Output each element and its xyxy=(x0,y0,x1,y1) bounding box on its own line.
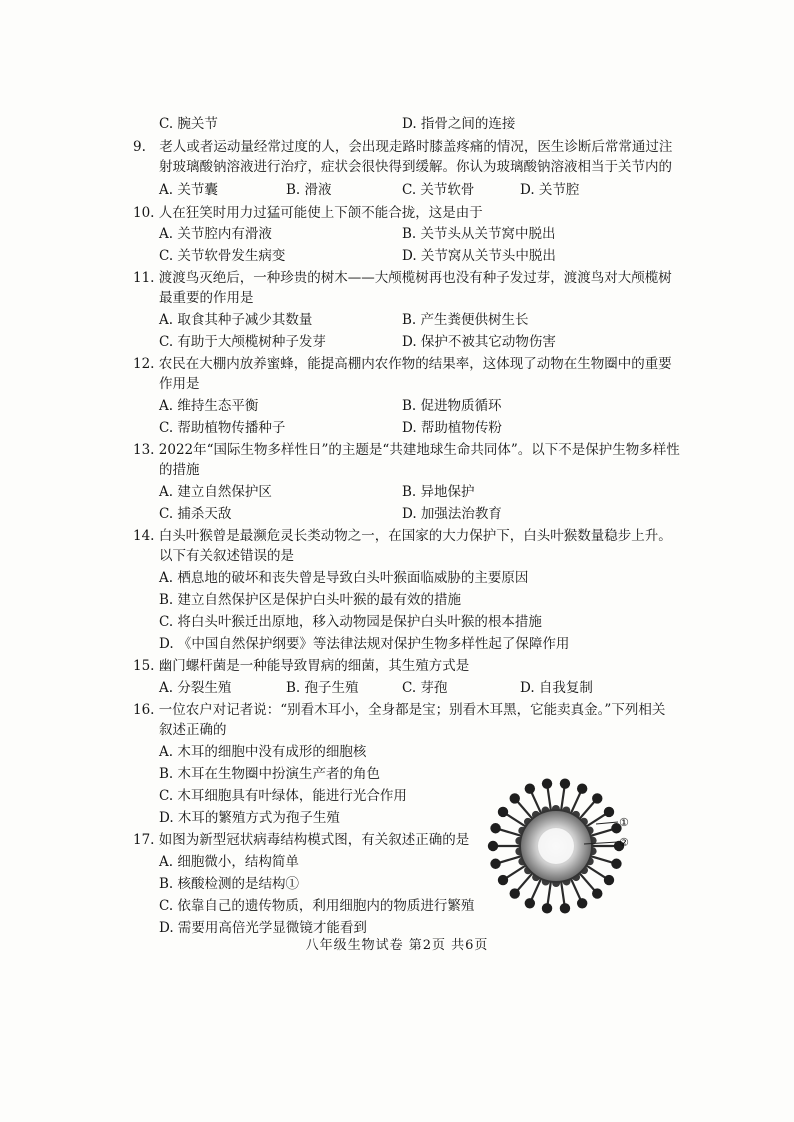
q14-stem-line1: 14. 白头叶猴曾是最濒危灵长类动物之一，在国家的大力保护下，白头叶猴数量稳步上升。 xyxy=(133,528,672,544)
spike-head xyxy=(542,903,552,913)
spike-stalk xyxy=(517,872,534,892)
virus-core-highlight xyxy=(538,828,574,864)
q16-option-a: A. 木耳的细胞中没有成形的细胞核 xyxy=(159,744,367,760)
q8-option-d: D. 指骨之间的连接 xyxy=(402,116,516,132)
q15-option-a: A. 分裂生殖 xyxy=(159,680,232,696)
spike-head xyxy=(592,793,602,803)
q12-option-a: A. 维持生态平衡 xyxy=(159,398,259,414)
q11-option-d: D. 保护不被其它动物伤害 xyxy=(402,334,556,350)
label-2: ② xyxy=(619,836,629,849)
q10-option-d: D. 关节窝从关节头中脱出 xyxy=(402,248,556,264)
spike-head xyxy=(592,888,602,898)
spike-head xyxy=(604,807,614,817)
q12-option-b: B. 促进物质循环 xyxy=(402,398,502,414)
spike-stalk xyxy=(506,864,528,878)
spike-stalk xyxy=(578,872,595,892)
spike-head xyxy=(488,841,498,851)
q13-option-a: A. 建立自然保护区 xyxy=(159,484,272,500)
q14-option-b: B. 建立自然保护区是保护白头叶猴的最有效的措施 xyxy=(159,592,462,608)
q9-option-d: D. 关节腔 xyxy=(520,182,580,198)
spike-head xyxy=(525,783,535,793)
q9-option-c: C. 关节软骨 xyxy=(402,182,475,198)
q9-option-b: B. 滑液 xyxy=(286,182,332,198)
spike-head xyxy=(560,778,570,788)
q13-option-d: D. 加强法治教育 xyxy=(402,506,502,522)
spike-head xyxy=(611,859,621,869)
q11-option-b: B. 产生粪便供树生长 xyxy=(402,312,529,328)
q17-option-b: B. 核酸检测的是结构① xyxy=(159,876,300,892)
q12-stem-line1: 12. 农民在大棚内放养蜜蜂，能提高棚内农作物的结果率，这体现了动物在生物圈中的重要 xyxy=(133,356,672,372)
q11-option-c: C. 有助于大颅榄树种子发芽 xyxy=(159,334,326,350)
q15-option-b: B. 孢子生殖 xyxy=(286,680,359,696)
q15-option-c: C. 芽孢 xyxy=(402,680,448,696)
q17-option-d: D. 需要用高倍光学显微镜才能看到 xyxy=(159,920,367,936)
q11-stem-line2: 最重要的作用是 xyxy=(159,290,254,306)
q10-option-c: C. 关节软骨发生病变 xyxy=(159,248,286,264)
q9-stem-line2: 射玻璃酸钠溶液进行治疗，症状会很快得到缓解。你认为玻璃酸钠溶液相当于关节内的 xyxy=(159,159,672,175)
spike-stalk xyxy=(585,864,607,878)
q15-stem: 15. 幽门螺杆菌是一种能导致胃病的细菌，其生殖方式是 xyxy=(133,658,470,674)
q13-stem-line1: 13. 2022年“国际生物多样性日”的主题是“共建地球生命共同体”。以下不是保护生物多样性 xyxy=(133,442,680,458)
q10-option-b: B. 关节头从关节窝中脱出 xyxy=(402,226,556,242)
q9-stem-line1: 9. 老人或者运动量经常过度的人，会出现走路时膝盖疼痛的情况，医生诊断后常常通过注 xyxy=(133,139,673,155)
q14-stem-line2: 以下有关叙述错误的是 xyxy=(159,548,294,564)
spike-head xyxy=(525,898,535,908)
spike-head xyxy=(490,823,500,833)
q10-option-a: A. 关节腔内有滑液 xyxy=(159,226,272,242)
spike-head xyxy=(498,875,508,885)
coronavirus-diagram xyxy=(486,772,636,920)
q12-stem-line2: 作用是 xyxy=(159,376,200,392)
q16-stem-line2: 叙述正确的 xyxy=(159,722,227,738)
spike-stalk xyxy=(517,801,534,821)
q14-option-c: C. 将白头叶猴迁出原地，移入动物园是保护白头叶猴的根本措施 xyxy=(159,614,542,630)
q16-option-d: D. 木耳的繁殖方式为孢子生殖 xyxy=(159,810,340,826)
q17-option-c: C. 依靠自己的遗传物质，利用细胞内的物质进行繁殖 xyxy=(159,898,475,914)
q14-option-d: D. 《中国自然保护纲要》等法律法规对保护生物多样性起了保障作用 xyxy=(159,636,570,652)
spike-head xyxy=(490,859,500,869)
spike-stalk xyxy=(506,814,528,828)
q16-option-b: B. 木耳在生物圈中扮演生产者的角色 xyxy=(159,766,381,782)
spike-stalk xyxy=(578,801,595,821)
spike-head xyxy=(577,898,587,908)
q15-option-d: D. 自我复制 xyxy=(520,680,593,696)
q14-option-a: A. 栖息地的破坏和丧失曾是导致白头叶猴面临威胁的主要原因 xyxy=(159,570,529,586)
spike-head xyxy=(510,888,520,898)
q17-option-a: A. 细胞微小，结构简单 xyxy=(159,854,299,870)
page-footer: 八年级生物试卷 第2页 共6页 xyxy=(305,938,489,953)
spike-head xyxy=(577,783,587,793)
label-1: ① xyxy=(619,816,629,829)
q11-option-a: A. 取食其种子减少其数量 xyxy=(159,312,313,328)
spike-head xyxy=(510,793,520,803)
q10-stem: 10. 人在狂笑时用力过猛可能使上下颌不能合拢，这是由于 xyxy=(133,205,483,221)
q12-option-c: C. 帮助植物传播种子 xyxy=(159,420,286,436)
spike-head xyxy=(604,875,614,885)
q11-stem-line1: 11. 渡渡鸟灭绝后，一种珍贵的树木——大颅榄树再也没有种子发过芽，渡渡鸟对大颅榄树 xyxy=(133,270,672,286)
q16-stem-line1: 16. 一位农户对记者说：“别看木耳小，全身都是宝；别看木耳黑，它能卖真金。”下列相关 xyxy=(133,702,666,718)
spike-head xyxy=(542,778,552,788)
spike-head xyxy=(498,807,508,817)
q13-option-b: B. 异地保护 xyxy=(402,484,475,500)
q9-option-a: A. 关节囊 xyxy=(159,182,218,198)
q12-option-d: D. 帮助植物传粉 xyxy=(402,420,502,436)
q13-option-c: C. 捕杀天敌 xyxy=(159,506,232,522)
q16-option-c: C. 木耳细胞具有叶绿体，能进行光合作用 xyxy=(159,788,407,804)
spike-stalk xyxy=(585,814,607,828)
q17-stem: 17. 如图为新型冠状病毒结构模式图，有关叙述正确的是 xyxy=(133,832,470,848)
spike-head xyxy=(560,903,570,913)
q8-option-c: C. 腕关节 xyxy=(159,116,218,132)
q13-stem-line2: 的措施 xyxy=(159,462,200,478)
